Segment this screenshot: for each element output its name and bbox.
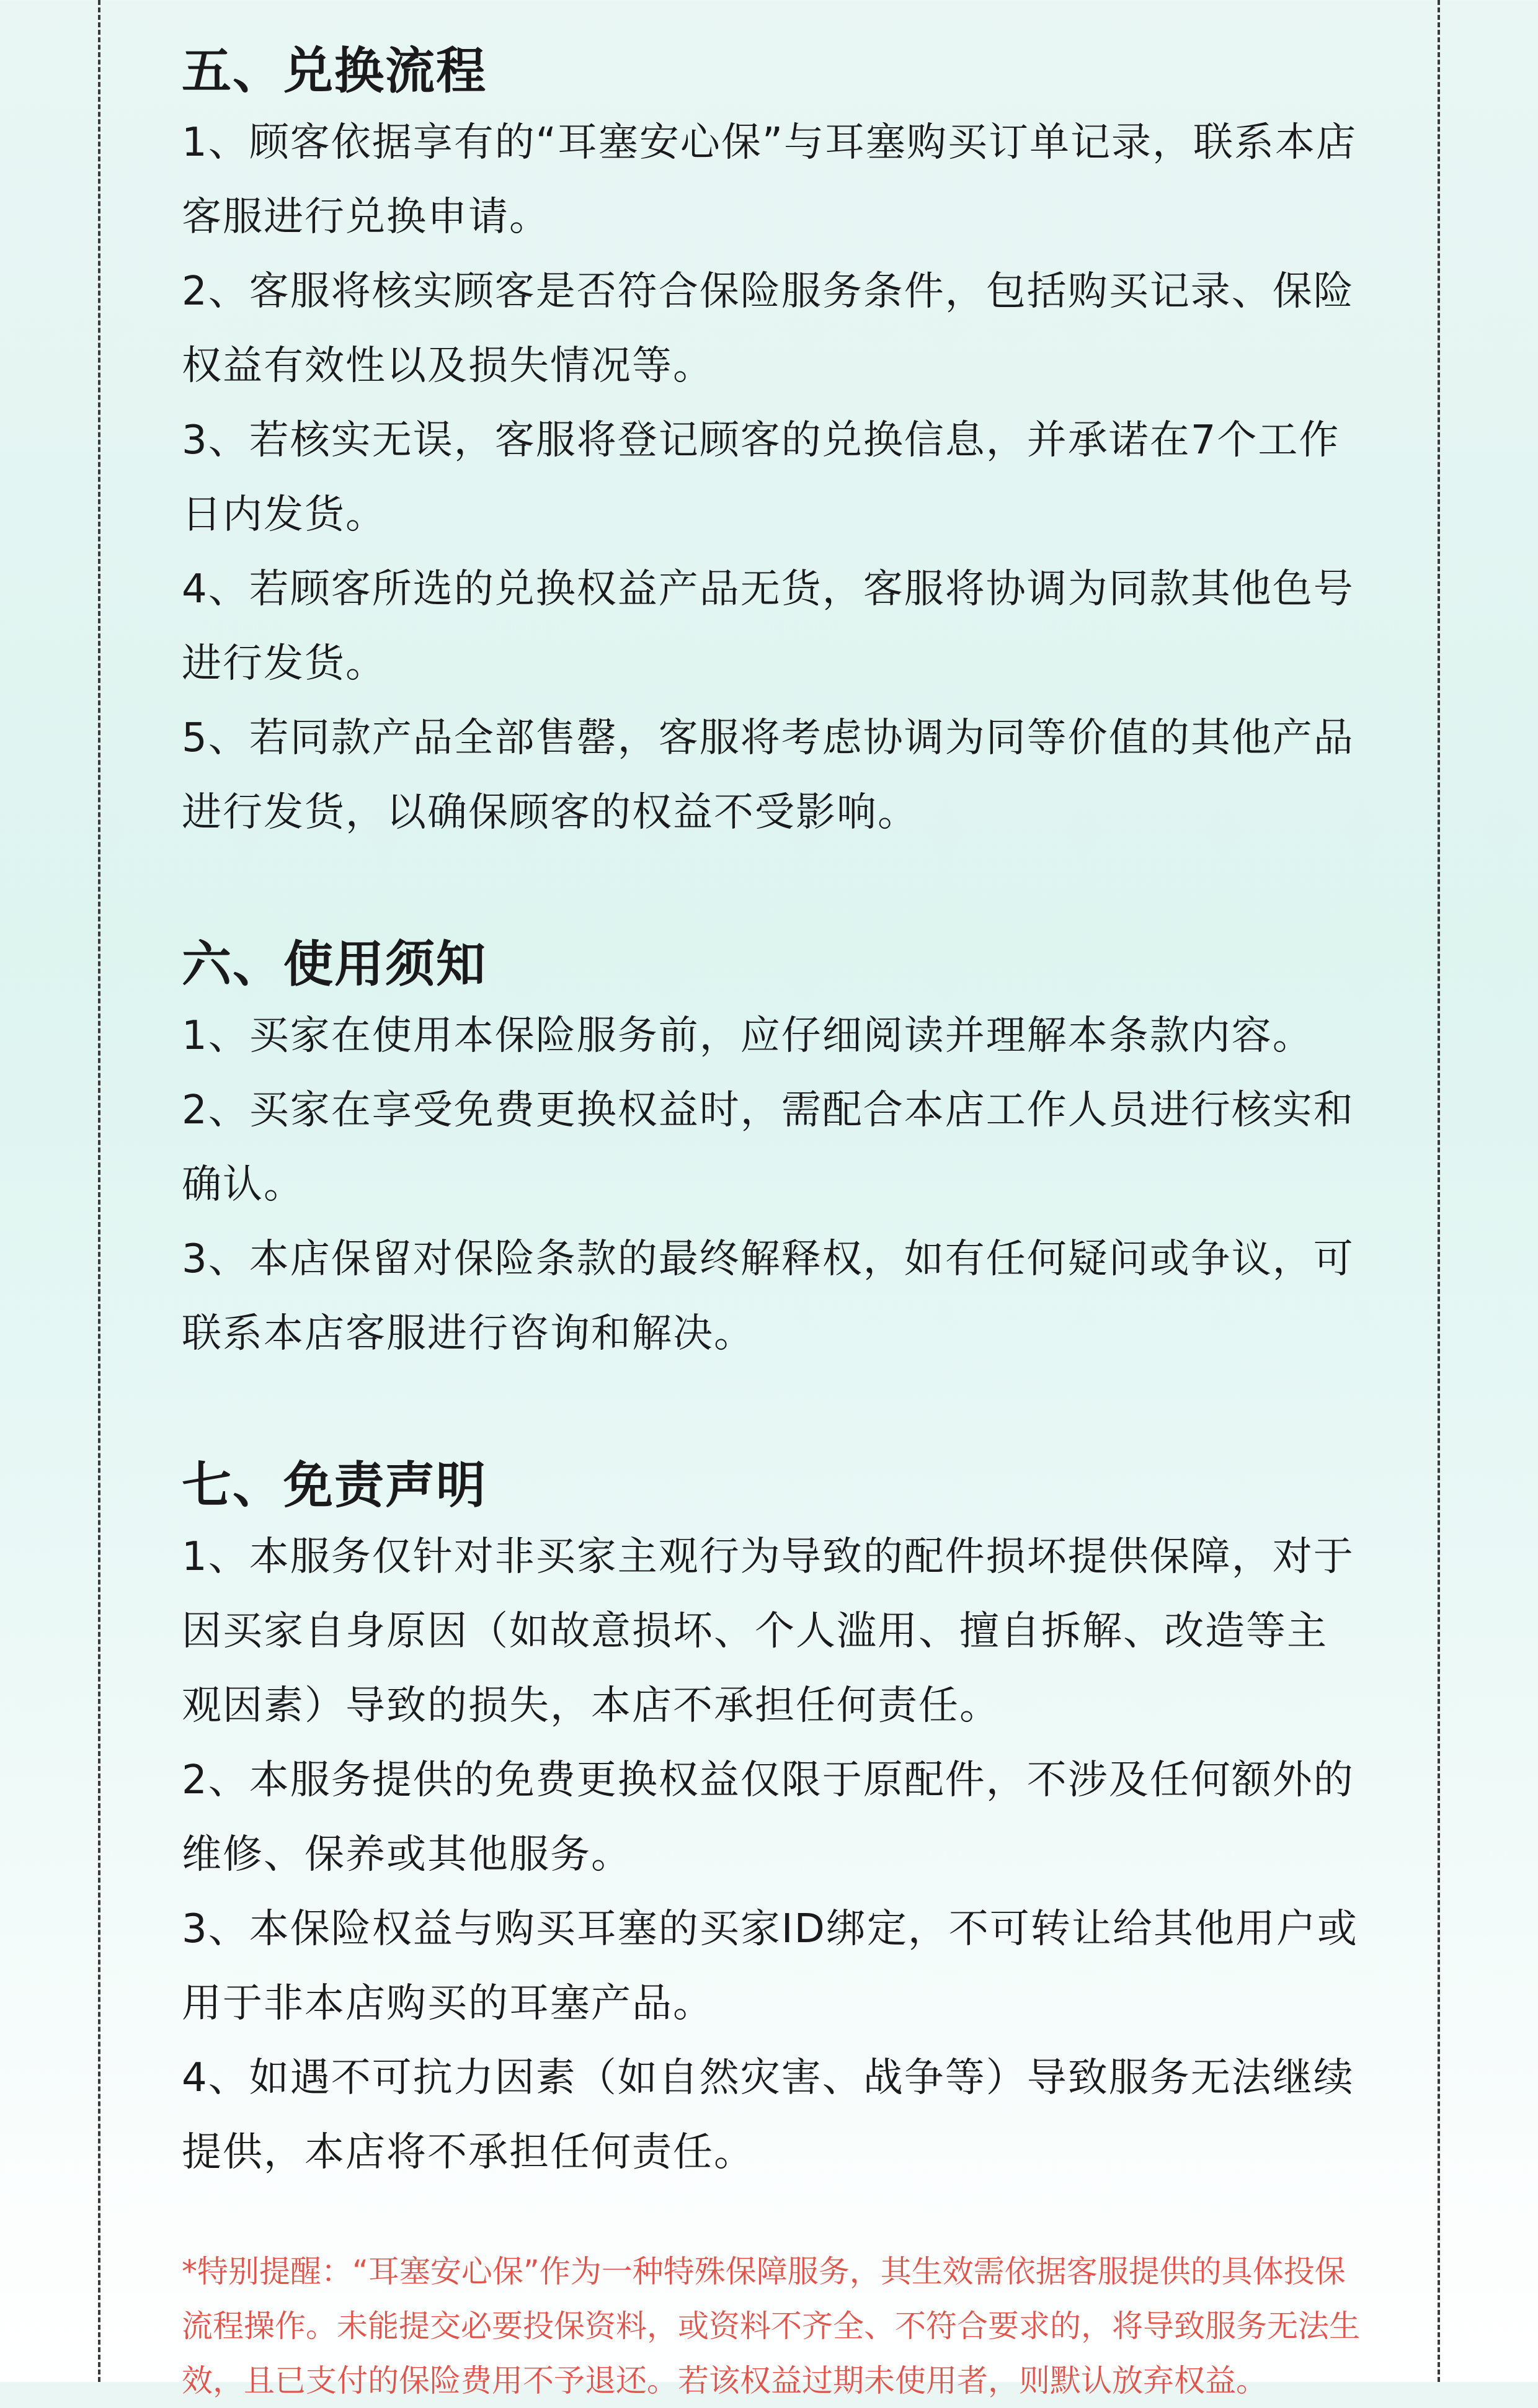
section-disclaimer: [182, 1451, 1360, 2190]
list-item: 3、本店保留对保险条款的最终解释权，如有任何疑问或争议，可联系本店客服进行咨询和解决。: [182, 1236, 1354, 1357]
list-item: 2、买家在享受免费更换权益时，需配合本店工作人员进行核实和确认。: [182, 1087, 1354, 1208]
list-item: 4、若顾客所选的兑换权益产品无货，客服将协调为同款其他色号进行发货。: [182, 566, 1354, 687]
left-dashed-border: [98, 0, 100, 2382]
list-item: 3、若核实无误，客服将登记顾客的兑换信息，并承诺在7个工作日内发货。: [182, 417, 1340, 538]
list-item: 1、买家在使用本保险服务前，应仔细阅读并理解本条款内容。: [182, 1013, 1314, 1059]
section-title: 五、兑换流程: [182, 42, 487, 100]
list-item: 2、本服务提供的免费更换权益仅限于原配件，不涉及任何额外的维修、保养或其他服务。: [182, 1757, 1354, 1878]
list-item: 5、若同款产品全部售罄，客服将考虑协调为同等价值的其他产品进行发货，以确保顾客的权益不受影响。: [182, 715, 1354, 836]
list-item: 2、客服将核实顾客是否符合保险服务条件，包括购买记录、保险权益有效性以及损失情况等。: [182, 269, 1354, 389]
special-reminder-note: *特别提醒：“耳塞安心保”作为一种特殊保障服务，其生效需依据客服提供的具体投保流程操作。未能提交必要投保资料，或资料不齐全、不符合要求的，将导致服务无法生效，且已支付的保险费用不予退还。若该权益过期未使用者，则默认放弃权益。: [182, 2254, 1360, 2399]
list-item: 1、顾客依据享有的“耳塞安心保”与耳塞购买订单记录，联系本店客服进行兑换申请。: [182, 120, 1358, 240]
list-item: 4、如遇不可抗力因素（如自然灾害、战争等）导致服务无法继续提供，本店将不承担任何责任。: [182, 2055, 1354, 2175]
list-item: 3、本保险权益与购买耳塞的买家ID绑定，不可转让给其他用户或用于非本店购买的耳塞产品。: [182, 1906, 1358, 2027]
section-title: 七、免责声明: [182, 1456, 487, 1514]
section-title: 六、使用须知: [182, 935, 487, 993]
section-exchange-process: [182, 37, 1360, 850]
list-item: 1、本服务仅针对非买家主观行为导致的配件损坏提供保障，对于因买家自身原因（如故意损坏、个人滥用、擅自拆解、改造等主观因素）导致的损失，本店不承担任何责任。: [182, 1534, 1354, 1729]
section-usage-notes: [182, 930, 1360, 1371]
right-dashed-border: [1438, 0, 1440, 2382]
